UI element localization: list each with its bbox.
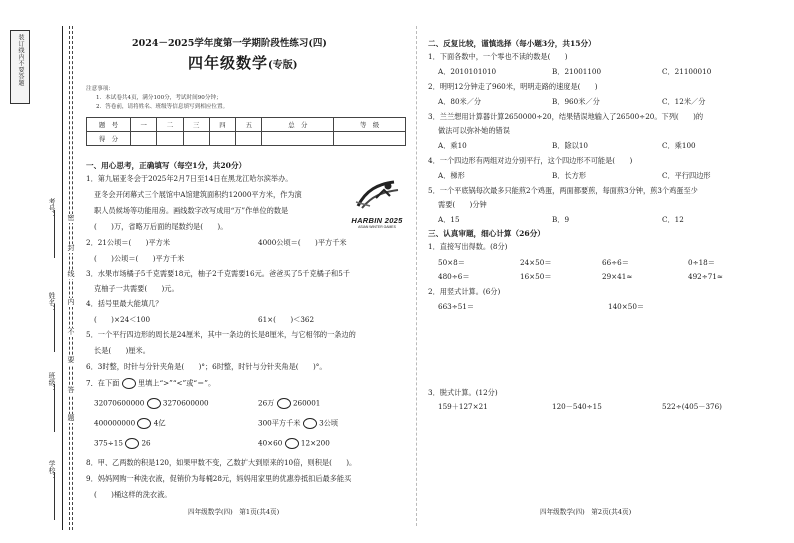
question-line: 做法可以弥补她的错误: [438, 126, 510, 135]
table-cell: 等 级: [334, 118, 406, 132]
logo-text: HARBIN 2025: [351, 216, 403, 225]
option-b[interactable]: B．9: [552, 215, 570, 224]
compare-circle[interactable]: [147, 398, 161, 409]
option-b[interactable]: B．960米／分: [552, 97, 600, 106]
score-table: [86, 117, 406, 146]
table-cell: 三: [183, 118, 209, 132]
calc-item: 480÷6＝: [438, 272, 470, 281]
compare-row: [94, 438, 151, 449]
field-label: 班级：: [47, 372, 55, 393]
question-line: 1．直接写出得数。(8分): [428, 242, 508, 251]
compare-left: 300平方千米: [258, 418, 301, 428]
question-line: 2．明明12分钟走了960米，明明走路的速度是( ): [428, 82, 598, 91]
question-line: 克柚子一共需要( )元。: [94, 284, 179, 293]
page-footer-right: 四年级数学(四) 第2页(共4页): [540, 508, 632, 516]
compare-right: 3270600000: [162, 398, 209, 408]
question-line: 2．用竖式计算。(6分): [428, 287, 501, 296]
calc-item: 522÷(405－376): [662, 402, 722, 411]
compare-left: 40×60: [258, 438, 283, 448]
stamp-text: 装订线内不要答题: [17, 34, 24, 86]
score-input-cell[interactable]: [334, 132, 406, 146]
skier-icon: [348, 176, 406, 212]
note-line: 2．答卷前，请将姓名、班级等信息填写到相应位置。: [96, 104, 229, 110]
section3-heading: 三、认真审题，细心计算（26分）: [428, 229, 545, 238]
question-line: 4．一个四边形有两组对边分别平行，这个四边形不可能是( ): [428, 156, 633, 165]
question-line: 4000公顷＝( )平方千米: [258, 238, 347, 247]
calc-item: 663÷51＝: [438, 302, 475, 311]
compare-right: 12×200: [300, 438, 330, 448]
compare-left: 375÷15: [94, 438, 123, 448]
compare-right: 4亿: [153, 418, 166, 428]
question-line: 4．括号里最大能填几？: [86, 299, 163, 308]
subject-tag: (专版): [268, 60, 298, 71]
field-label: 姓名：: [47, 292, 55, 313]
option-b[interactable]: B．除以10: [552, 141, 588, 150]
compare-circle[interactable]: [277, 398, 291, 409]
compare-row: [258, 398, 320, 409]
compare-left: 400000000: [94, 418, 136, 428]
dashline-char: 答: [67, 386, 75, 394]
option-b[interactable]: B．长方形: [552, 171, 587, 180]
calc-item: 24×50＝: [520, 258, 552, 267]
question-line: 长是( )厘米。: [94, 346, 150, 355]
section1-heading: 一、用心思考，正确填写（每空1分，共20分）: [86, 161, 247, 170]
question-line: 3．水果市场橘子5千克需要18元，柚子2千克需要16元。爸爸买了5千克橘子和5千: [86, 269, 350, 278]
question-line: 职人员候场等功能用房。画线数字改写成用“万”作单位的数是: [94, 206, 289, 215]
compare-circle-icon: [122, 378, 136, 389]
calc-item: 120－540÷15: [552, 402, 602, 411]
dashline-char: 内: [67, 298, 75, 306]
question-line: ( )公顷＝( )平方千米: [94, 254, 185, 263]
sidebar-rule: [62, 26, 63, 530]
compare-circle[interactable]: [303, 418, 317, 429]
calc-item: 66÷6＝: [602, 258, 629, 267]
compare-circle[interactable]: [125, 438, 139, 449]
table-cell: 总 分: [262, 118, 334, 132]
compare-right: 3公顷: [319, 418, 339, 428]
dashline-char: 线: [67, 270, 75, 278]
score-input-cell[interactable]: [209, 132, 235, 146]
question-line: 亚冬会开闭幕式三个展馆中A馆建筑面积约12000平方米，作为演: [94, 190, 302, 199]
score-input-cell[interactable]: [183, 132, 209, 146]
dashline-char: 题: [67, 414, 75, 422]
calc-item: 492÷71≈: [688, 272, 723, 281]
option-c[interactable]: C．乘100: [662, 141, 696, 150]
dashline-char: 封: [67, 244, 75, 252]
underline-school: [54, 472, 55, 520]
field-label: 考号：: [47, 198, 55, 219]
section2-heading: 二、反复比较，谨慎选择（每小题3分，共15分）: [428, 39, 596, 48]
question-line: 9．妈妈网购一种洗衣液，促销价为每桶28元，妈妈用家里的优惠券抵扣后最多能买: [86, 474, 352, 483]
compare-row: [94, 398, 209, 409]
question-line: ( )万，省略万后面的尾数约是( )。: [94, 222, 228, 231]
question-line: [86, 378, 215, 389]
question-line: 61×( )＜362: [258, 315, 315, 324]
table-cell: 二: [157, 118, 183, 132]
table-cell: 四: [209, 118, 235, 132]
calc-item: 16×50＝: [520, 272, 552, 281]
compare-row: [258, 438, 330, 449]
logo-subtext: ASIAN WINTER GAMES: [358, 225, 396, 229]
page-footer-left: 四年级数学(四) 第1页(共4页): [188, 508, 280, 516]
question-line: 8．甲、乙两数的积是120，如果甲数不变，乙数扩大到原来的10倍，则积是( )。: [86, 458, 357, 467]
compare-row: [258, 418, 338, 429]
question-line: 5．一个平行四边形的周长是24厘米，其中一条边的长是8厘米，与它相邻的一条边的: [86, 330, 356, 339]
question-line: 2．21公顷＝( )平方米: [86, 238, 171, 247]
calc-item: 29×41≈: [602, 272, 633, 281]
score-input-cell[interactable]: [236, 132, 262, 146]
option-c[interactable]: C．12: [662, 215, 684, 224]
question-line: 1．下面各数中，一个零也不读的数是( ): [428, 52, 568, 61]
option-a[interactable]: A．80米／分: [438, 97, 482, 106]
option-c[interactable]: C．21100010: [662, 67, 712, 76]
underline-student-id: [54, 210, 55, 258]
compare-circle[interactable]: [137, 418, 151, 429]
dashline-char: 要: [67, 356, 75, 364]
dashline-char: 不: [67, 328, 75, 336]
table-cell: 五: [236, 118, 262, 132]
compare-circle[interactable]: [285, 438, 299, 449]
score-input-cell[interactable]: [157, 132, 183, 146]
option-a[interactable]: A．梯形: [438, 171, 465, 180]
field-label: 学校：: [47, 460, 55, 481]
question-line: ( )×24＜100: [94, 315, 151, 324]
table-cell: 得 分: [87, 132, 131, 146]
calc-item: 0÷18＝: [688, 258, 715, 267]
underline-class: [54, 384, 55, 432]
question-line: 3．脱式计算。(12分): [428, 388, 498, 397]
table-cell: 题 号: [87, 118, 131, 132]
score-table-score-row: [87, 132, 406, 146]
calc-item: 159＋127×21: [438, 402, 488, 411]
question-line: 1．第九届亚冬会于2025年2月7日至14日在黑龙江哈尔滨举办。: [86, 174, 293, 183]
compare-left: 26万: [258, 398, 275, 408]
q7-prefix: 7．在下面: [86, 378, 120, 388]
option-a[interactable]: A．15: [438, 215, 460, 224]
harbin-logo: [348, 176, 406, 228]
option-c[interactable]: C．12米／分: [662, 97, 706, 106]
underline-name: [54, 304, 55, 352]
question-line: 6．3时整，时针与分针夹角是( )°；6时整，时针与分针夹角是( )°。: [86, 362, 327, 371]
question-line: 3．兰兰想用计算器计算2650000÷20，结果错误地输入了26500÷20。下列( )的: [428, 112, 704, 121]
page-title: [188, 52, 297, 73]
table-cell: 一: [131, 118, 157, 132]
page-divider: [416, 26, 417, 526]
option-a[interactable]: A．乘10: [438, 141, 467, 150]
calc-item: 140×50＝: [608, 302, 645, 311]
question-line: 需要( )分钟: [438, 200, 487, 209]
score-input-cell[interactable]: [131, 132, 157, 146]
score-input-cell[interactable]: [262, 132, 334, 146]
q7-tail: 里填上“>”“<”或“＝”。: [137, 378, 216, 388]
exam-title: 2024－2025学年度第一学期阶段性练习(四): [132, 38, 327, 49]
compare-right: 260001: [292, 398, 321, 408]
question-line: ( )桶这样的洗衣液。: [94, 490, 172, 499]
subject-title: 四年级数学: [188, 54, 269, 72]
question-line: 5．一个平底锅每次最多只能煎2个鸡蛋，两面都要煎，每面煎3分钟，煎3个鸡蛋至少: [428, 186, 698, 195]
notes-title: 注意事项：: [86, 86, 114, 92]
compare-right: 26: [141, 438, 151, 448]
option-a[interactable]: A．2010101010: [438, 67, 497, 76]
calc-item: 50×8＝: [438, 258, 465, 267]
option-c[interactable]: C．平行四边形: [662, 171, 711, 180]
note-line: 1．本试卷共4页，满分100分，考试时间90分钟；: [96, 95, 222, 101]
option-b[interactable]: B．21001100: [552, 67, 602, 76]
dashline-char: 密: [67, 214, 75, 222]
compare-row: [94, 418, 166, 429]
compare-left: 32070600000: [94, 398, 145, 408]
score-table-header-row: [87, 118, 406, 132]
